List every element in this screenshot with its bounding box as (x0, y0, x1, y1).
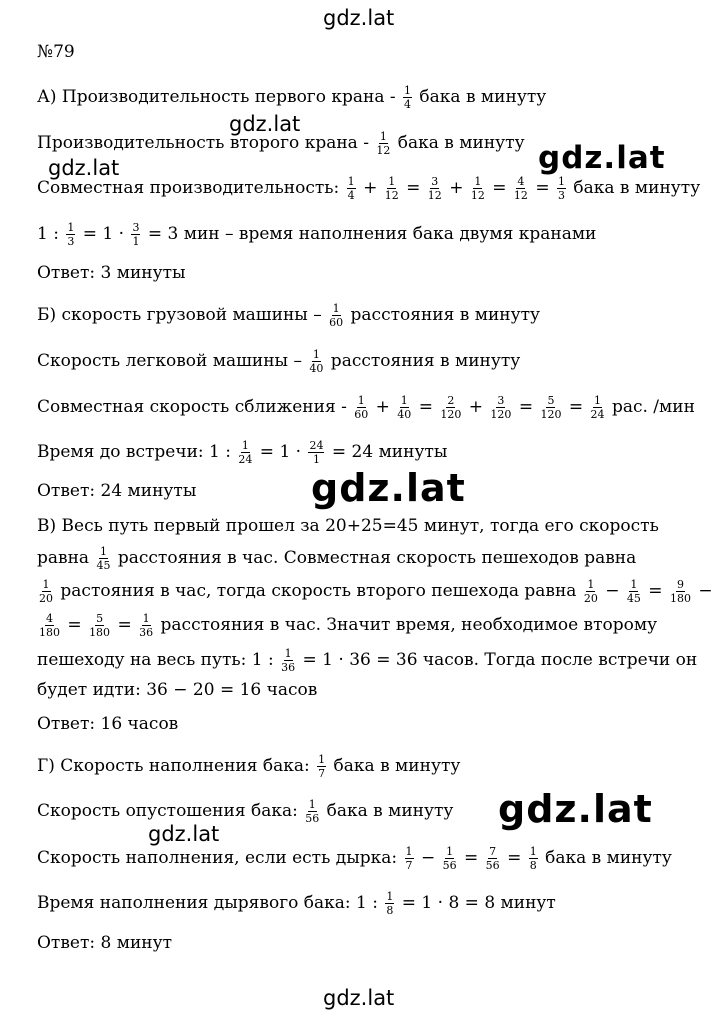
fraction (238, 440, 252, 465)
part-b-line-3 (37, 395, 695, 420)
part-a-line-4 (37, 222, 596, 247)
text-segment: Совместная скорость сближения - (37, 397, 353, 417)
fraction-denominator: 24 (238, 453, 253, 466)
part-v-line-3 (37, 579, 713, 604)
fraction (354, 395, 368, 420)
fraction (405, 846, 414, 871)
text-segment: = (464, 848, 479, 868)
text-segment: = (568, 397, 584, 417)
fraction (486, 846, 500, 871)
fraction-denominator: 3 (557, 189, 565, 202)
fraction (139, 613, 153, 638)
fraction (443, 846, 457, 871)
watermark: gdz.lat (323, 986, 395, 1010)
text-segment: = 1 · (77, 224, 130, 244)
text-segment: Производительность второго крана - (37, 133, 375, 153)
fraction-numerator: 4 (517, 175, 525, 188)
fraction-numerator: 1 (357, 394, 365, 407)
fraction-denominator: 4 (347, 189, 355, 202)
fraction-numerator: 4 (46, 612, 53, 625)
fraction-numerator: 1 (332, 302, 340, 315)
fraction-denominator: 20 (39, 592, 53, 605)
watermark: gdz.lat (498, 787, 653, 831)
fraction (309, 349, 323, 374)
text-segment: Скорость наполнения, если есть дырка: (37, 848, 403, 868)
text-segment: = 1 · 8 = 8 минут (396, 893, 556, 913)
fraction-denominator: 7 (318, 767, 326, 780)
fraction (131, 222, 140, 247)
fraction (281, 648, 295, 673)
watermark: gdz.lat (311, 466, 466, 510)
fraction-numerator: 1 (386, 890, 394, 903)
text-segment: бака в минуту (539, 848, 672, 868)
fraction-denominator: 1 (312, 453, 320, 466)
fraction-numerator: 1 (474, 175, 482, 188)
text-segment: = 3 мин – время наполнения бака двумя кранами (142, 224, 597, 244)
fraction-numerator: 1 (308, 798, 316, 811)
text-segment: = (535, 178, 550, 198)
fraction-numerator: 1 (400, 394, 408, 407)
part-g-line-2 (37, 799, 453, 824)
fraction-denominator: 56 (442, 859, 457, 872)
part-a-line-1 (37, 85, 546, 110)
text-segment: = (518, 397, 534, 417)
fraction-denominator: 20 (583, 592, 598, 605)
fraction-numerator: 1 (42, 578, 50, 591)
text-segment: расстояния в час. Значит время, необходимое второму (155, 615, 658, 635)
fraction (317, 754, 326, 779)
fraction-denominator: 60 (329, 316, 344, 329)
fraction-numerator: 1 (318, 753, 326, 766)
fraction-denominator: 12 (384, 189, 399, 202)
text-segment: Совместная производительность: (37, 178, 345, 198)
fraction-denominator: 120 (490, 408, 512, 421)
fraction-numerator: 1 (67, 221, 75, 234)
fraction-denominator: 24 (590, 408, 605, 421)
part-g-answer: Ответ: 8 минут (37, 933, 173, 953)
fraction (329, 303, 343, 328)
fraction-numerator: 1 (404, 84, 412, 97)
text-segment: расстояния в минуту (345, 305, 541, 325)
fraction-denominator: 12 (376, 144, 391, 157)
text-segment: Б) скорость грузовой машины – (37, 305, 328, 325)
fraction-numerator: 24 (309, 439, 324, 452)
fraction (96, 546, 110, 571)
text-segment: Скорость легковой машины – (37, 351, 308, 371)
fraction (89, 613, 110, 638)
text-segment: = 24 минуты (326, 442, 448, 462)
fraction-numerator: 1 (379, 130, 387, 143)
fraction (39, 613, 60, 638)
part-g-line-4 (37, 891, 556, 916)
fraction-numerator: 5 (96, 612, 104, 625)
fraction-denominator: 180 (89, 626, 111, 639)
fraction-denominator: 56 (485, 859, 500, 872)
fraction-denominator: 3 (67, 235, 75, 248)
fraction (385, 891, 394, 916)
text-segment: = 1 · 36 = 36 часов. Тогда после встречи он (297, 650, 698, 670)
text-segment: Время до встречи: 1 : (37, 442, 237, 462)
fraction-numerator: 1 (529, 845, 537, 858)
fraction (428, 176, 442, 201)
part-b-line-4 (37, 440, 447, 465)
text-segment: = (406, 178, 421, 198)
text-segment: растояния в час, тогда скорость второго пешехода равна (55, 581, 582, 601)
fraction-numerator: 1 (405, 845, 413, 858)
watermark: gdz.lat (229, 112, 301, 136)
fraction-denominator: 180 (669, 592, 691, 605)
part-b-line-1 (37, 303, 540, 328)
fraction-numerator: 1 (557, 175, 565, 188)
text-segment: бака в минуту (328, 756, 461, 776)
fraction-denominator: 7 (405, 859, 413, 872)
fraction-denominator: 45 (626, 592, 641, 605)
fraction-denominator: 45 (96, 559, 111, 572)
fraction-denominator: 4 (404, 98, 412, 111)
fraction-numerator: 1 (284, 647, 292, 660)
text-segment: = (418, 397, 433, 417)
text-segment: = (67, 615, 82, 635)
text-segment: + (363, 178, 378, 198)
fraction-denominator: 1 (132, 235, 140, 248)
fraction (627, 579, 641, 604)
text-segment: − (605, 581, 620, 601)
text-segment: Время наполнения дырявого бака: 1 : (37, 893, 384, 913)
fraction-numerator: 1 (630, 578, 638, 591)
text-segment: + (468, 397, 484, 417)
fraction (471, 176, 485, 201)
text-segment: бака в минуту (567, 178, 701, 198)
fraction (308, 440, 324, 465)
text-segment: рас. /мин (606, 397, 695, 417)
fraction (584, 579, 598, 604)
fraction (591, 395, 605, 420)
fraction (305, 799, 319, 824)
fraction-numerator: 9 (676, 578, 684, 591)
fraction (490, 395, 511, 420)
fraction (66, 222, 75, 247)
fraction-numerator: 1 (446, 845, 454, 858)
fraction-denominator: 8 (529, 859, 537, 872)
fraction-denominator: 120 (540, 408, 562, 421)
text-segment: = 1 · (254, 442, 307, 462)
text-segment: = (648, 581, 663, 601)
part-a-line-2 (37, 131, 525, 156)
fraction (557, 176, 566, 201)
part-b-line-2 (37, 349, 520, 374)
fraction-denominator: 12 (513, 189, 528, 202)
text-segment: равна (37, 548, 95, 568)
fraction-denominator: 60 (354, 408, 369, 421)
fraction-denominator: 36 (139, 626, 154, 639)
fraction-numerator: 3 (497, 394, 505, 407)
text-segment: Г) Скорость наполнения бака: (37, 756, 316, 776)
part-v-line-2 (37, 546, 636, 571)
fraction-denominator: 180 (39, 626, 60, 639)
part-v-line-5 (37, 648, 697, 673)
text-segment: расстояния в час. Совместная скорость пешеходов равна (112, 548, 637, 568)
part-v-line-6: будет идти: 36 − 20 = 16 часов (37, 680, 318, 700)
part-v-line-4 (37, 613, 657, 638)
watermark: gdz.lat (48, 156, 120, 180)
fraction (540, 395, 561, 420)
watermark: gdz.lat (538, 140, 666, 176)
text-segment: расстояния в минуту (325, 351, 521, 371)
fraction-numerator: 1 (142, 612, 150, 625)
text-segment: − (698, 581, 713, 601)
text-segment: пешеходу на весь путь: 1 : (37, 650, 280, 670)
fraction-denominator: 40 (397, 408, 412, 421)
part-b-answer: Ответ: 24 минуты (37, 481, 197, 501)
fraction-numerator: 1 (347, 175, 355, 188)
fraction-numerator: 3 (132, 221, 140, 234)
part-v-line-1: В) Весь путь первый прошел за 20+25=45 минут, тогда его скорость (37, 516, 659, 536)
fraction-numerator: 1 (587, 578, 595, 591)
text-segment: = (117, 615, 132, 635)
text-segment: бака в минуту (321, 801, 454, 821)
fraction-denominator: 12 (427, 189, 442, 202)
text-segment: + (375, 397, 390, 417)
text-segment: А) Производительность первого крана - (37, 87, 402, 107)
problem-number: №79 (37, 42, 75, 62)
fraction-numerator: 2 (447, 394, 455, 407)
fraction-numerator: 1 (241, 439, 249, 452)
fraction-denominator: 120 (440, 408, 462, 421)
fraction-numerator: 1 (99, 545, 107, 558)
part-a-line-3 (37, 176, 700, 201)
fraction-numerator: 3 (431, 175, 439, 188)
fraction (529, 846, 538, 871)
fraction-numerator: 1 (594, 394, 602, 407)
text-segment: = (492, 178, 507, 198)
fraction-denominator: 12 (470, 189, 485, 202)
fraction-denominator: 36 (281, 661, 296, 674)
fraction-denominator: 40 (309, 362, 324, 375)
text-segment: бака в минуту (392, 133, 525, 153)
fraction (514, 176, 528, 201)
fraction (670, 579, 691, 604)
fraction (376, 131, 390, 156)
text-segment: + (449, 178, 464, 198)
text-segment: = (507, 848, 522, 868)
fraction-denominator: 8 (386, 904, 394, 917)
fraction-numerator: 5 (547, 394, 555, 407)
text-segment: − (420, 848, 436, 868)
part-v-answer: Ответ: 16 часов (37, 714, 179, 734)
fraction (385, 176, 399, 201)
part-a-answer: Ответ: 3 минуты (37, 263, 186, 283)
fraction (397, 395, 411, 420)
fraction (39, 579, 53, 604)
fraction-numerator: 1 (388, 175, 396, 188)
fraction (440, 395, 461, 420)
text-segment: бака в минуту (414, 87, 547, 107)
watermark: gdz.lat (323, 6, 395, 30)
fraction (347, 176, 356, 201)
fraction-numerator: 7 (489, 845, 497, 858)
text-segment: Скорость опустошения бака: (37, 801, 304, 821)
fraction (403, 85, 412, 110)
text-segment: 1 : (37, 224, 65, 244)
part-g-line-1 (37, 754, 460, 779)
fraction-numerator: 1 (312, 348, 320, 361)
part-g-line-3 (37, 846, 672, 871)
fraction-denominator: 56 (305, 812, 320, 825)
watermark: gdz.lat (148, 822, 220, 846)
